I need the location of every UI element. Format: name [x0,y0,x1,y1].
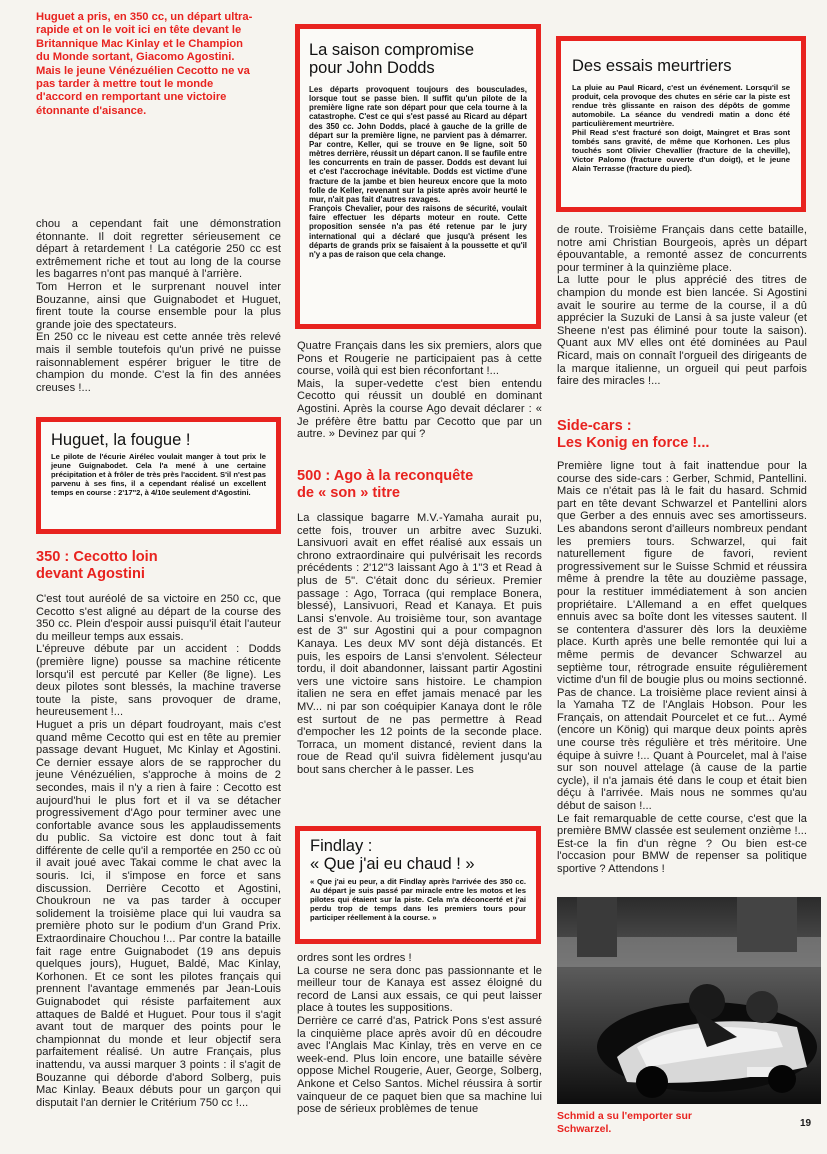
essais-box-title: Des essais meurtriers [572,57,732,75]
sidecars-article-text: Première ligne tout à fait inattendue pour la course des side-cars : Gerber, Schmid, Pantellini. Mais ce n'était pas là le fait du hasard. Schmid part en tête devant Schwarzel et Pantellini alors que Gerber a des ennuis avec ses amortisseurs. Les abandons seront d'ailleurs nombreux pendant les premiers tours. Schwarzel, qui fait naturellement figure de favori, revient progressivement sur le Suisse Schmid et réussira même à prendre la tête au douzième passage, pour la restituer immédiatement à son ancien propriétaire. L'Allemand a en effet quelques ennuis avec sa boîte dont les vitesses sautent. Il se contentera d'assurer dès lors la deuxième place. Kurth après une belle remontée qui lui a même permis de devancer Schwarzel au septième tour, rétrograde ensuite régulièrement victime d'un fil de bougie plus ou moins sectionné. Pas de chance. La troisième place revient ainsi à la Yamaha TZ de l'Anglais Hobson. Pour les Français, on attendait Pourcelet et ce fut... Aymé (encore un König) qui marque deux points après une course très régulière et très méritoire. Une équipe à suivre !... Quant à Pourcelet, mal à l'aise sur son nouvel attelage (à cause de la partie cycle), il n'a jamais été dans le coup et était bien déçu à l'arrivée. Mais nous ne sommes qu'au début de saison !... Le fait remarquable de cette course, c'est que la première BMW classée est seulement onzième !... Est-ce la fin d'un règne ? Ou bien est-ce l'occasion pour BMW de repenser sa politique sportive ? Attendons ! [557,460,807,875]
sidecars-heading: Side-cars : Les Konig en force !... [557,418,710,451]
sidecar-race-photo [557,897,821,1104]
huguet-box-title: Huguet, la fougue ! [51,431,191,449]
huguet-box-text: Le pilote de l'écurie Airélec voulait manger à tout prix le jeune Guignabodet. Cela l'a mené à une certaine précipitation et à frôler de très près l'accident. S'il n'est pas parvenu à ses fins, il a cependant réalisé un excellent temps en course : 2'17"2, à 4/10e seulement d'Agostini. [51,452,266,497]
essais-box [556,36,806,212]
photo-caption: Schmid a su l'emporter sur Schwarzel. [557,1110,692,1135]
page-number: 19 [800,1118,812,1129]
dodds-box-text: Les départs provoquent toujours des bousculades, lorsque tout se passe bien. Il suffit qu'un pilote de la première ligne rate son départ pour que cela tourne à la catastrophe. C'est ce qui s'est passé au Ricard au départ des 350 cc. John Dodds, placé à gauche de la grille de départ sur la première ligne, ne parvient pas à démarrer. Par contre, Keller, qui se trouve en 9e ligne, soit 50 mètres derrière, réussit un départ canon. Il se faufile entre les concurrents en train de passer. Dodds est devant lui et c'est l'accrochage inévitable. Dodds est victime d'une fracture de la jambe et bien heureux encore que la moto folle de Keller, revenant sur la piste après avoir heurté le mur, n'ait pas fait d'autres ravages. François Chevalier, pour des raisons de sécurité, voulait faire effectuer les départs moteur en route. Cette proposition sensée n'a pas été retenue par le jury international qui a déclaré que jusqu'à présent les départs de grands prix se faisaient à la poussette et qu'il n'y a pas de raison que cela change. [309,85,527,259]
cecotto-article-text: C'est tout auréolé de sa victoire en 250 cc, que Cecotto s'est aligné au départ de la course des 350 cc. Plein d'espoir aussi puisqu'il était l'auteur du meilleur temps aux essais. L'épreuve débute par un accident : Dodds (première ligne) pousse sa machine réticente lorsqu'il est percuté par Keller (8e ligne). Les deux pilotes sont blessés, la machine traverse toute la piste, sans provoquer de drame, heureusement !... Huguet a pris un départ foudroyant, mais c'est quand même Cecotto qui est en tête au premier passage devant Huguet, Mc Kinlay et Agostini. Ce dernier essaye alors de se rapprocher du jeune Vénézuélien, s'approche à moins de 2 secondes, mais il n'y a rien à faire : Cecotto est aujourd'hui le plus fort et il va se détacher progressivement d'Ago pour terminer avec une confortable avance sous les applaudissements du public. Sa victoire est donc tout à fait différente de celle qu'il a remportée en 250 cc où il avait joué avec Takai comme le chat avec la souris. Ici, il s'impose en force et sans discussion. Derrière Cecotto et Agostini, Choukroun ne va pas tarder à occuper solidement la troisième place qui lui vaudra sa première photo sur le podium d'un Grand Prix. Extraordinaire Chouchou !... Par contre la bataille fait rage entre Guignabodet (19 ans depuis quelques jours), Huguet, Baldé, Mac Kinlay, Korhonen. Et ce sont les pilotes français qui prennent l'avantage emmenés par Jean-Louis Guignabodet qui résiste parfaitement aux attaques de Baldé et Huguet. Pour tous il s'agit avant tout de marquer des points pour le championnat du monde et leur objectif sera parfaitement réalisé. Un autre Français, plus inattendu, va aussi marquer 3 points : il s'agit de Bouzanne qui déborde d'abord Solberg, puis Mac Kinlay. Beaux débuts pour un garçon qui disputait l'an dernier le Critérium 750 cc !... [36,593,281,1109]
column2-mid-text: Quatre Français dans les six premiers, alors que Pons et Rougerie ne participaient pas à cette course, voilà qui est bien réconfortant !... Mais, la super-vedette c'est bien entendu Cecotto qui réussit un doublé en dominant Agostini. Après la course Ago devait déclarer : « Je préfère être battu par Cecotto que par un autre. » Devinez par qui ? [297,340,542,441]
column3-top-text: de route. Troisième Français dans cette bataille, notre ami Christian Bourgeois, après un départ épouvantable, a remonté assez de concurrents pour terminer à la quinzième place. La lutte pour le plus apprécié des titres de champion du monde est bien lancée. Si Agostini avait le sourire au terme de la course, il a dû apprécier la Suzuki de Lansi à sa juste valeur (et Sheene n'est pas éliminé pour toute la saison). Quant aux MV elles ont été dominées au Paul Ricard, mais on connaît l'orgueil des dirigeants de la marque italienne, un orgueil qui peut parfois faire des miracles !... [557,224,807,388]
dodds-box-title: La saison compromise pour John Dodds [309,41,475,77]
huguet-box [36,417,281,534]
ago-heading: 500 : Ago à la reconquête de « son » titre [297,468,474,501]
column2-bottom-text: ordres sont les ordres ! La course ne sera donc pas passionnante et le meilleur tour de Kanaya est assez éloigné du record de Lansi aux essais, ce qui peut laisser place à toutes les suppositions. Derrière ce carré d'as, Patrick Pons s'est assuré la cinquième place après avoir dû en découdre avec l'Anglais Mac Kinlay, très en verve en ce week-end. Plus loin encore, une bataille sévère oppose Michel Rougerie, Auer, George, Solberg, Ankone et Celso Santos. Michel réussira à sortir vainqueur de ce paquet bien que sa machine lui pose de sérieux problèmes de tenue [297,952,542,1116]
sidecar-photo-drawing [557,897,821,1104]
findlay-box [295,826,541,944]
findlay-box-text: « Que j'ai eu peur, a dit Findlay après l'arrivée des 350 cc. Au départ je suis passé par miracle entre les motos et les pilotes qui étaient sur la piste. Cela m'a déconcerté et j'ai perdu trop de temps dans les premiers tours pour participer réellement à la course. » [310,877,526,922]
intro-lead-caption: Huguet a pris, en 350 cc, un départ ultra-rapide et on le voit ici en tête devant le Britannique Mac Kinlay et le Champion du Monde sortant, Giacomo Agostini. Mais le jeune Vénézuélien Cecotto ne va pas tarder à mettre tout le monde d'accord en remportant une victoire étonnante d'aisance. [36,11,253,117]
findlay-box-title: Findlay : « Que j'ai eu chaud ! » [310,837,475,873]
cecotto-heading: 350 : Cecotto loin devant Agostini [36,549,158,582]
column1-text: chou a cependant fait une démonstration étonnante. Il doit regretter sérieusement ce départ à retardement ! La catégorie 250 cc est extrêmement riche et tout au long de la course les bagarres n'ont pas manqué à l'arrière. Tom Herron et le surprenant nouvel inter Bouzanne, ainsi que Guignabodet et Huguet, firent toute la course ensemble pour la plus grande joie des spectateurs. En 250 cc le niveau est cette année très relevé mais il semble toutefois qu'un privé ne puisse raisonnablement espérer briguer le titre de champion du monde. C'est la fin des années creuses !... [36,218,281,394]
ago-article-text: La classique bagarre M.V.-Yamaha aurait pu, cette fois, trouver un arbitre avec Suzuki. Lansivuori avait en effet réalisé aux essais un chrono extraordinaire qui pulvérisait les records précédents : 2'12"3 laissant Ago à 1"3 et Read à plus de 5". C'était donc du sérieux. Premier passage : Ago, Torraca (qui remplace Bonera, blessé), Lansivuori, Read et Kanaya. Et puis Lansi s'envole. Au troisième tour, son avantage est de 3" sur Agostini qui a pour compagnon Kanaya. Les deux MV sont déjà distancés. Et puis, les espoirs de Lansi s'envolent. Sélecteur tordu, il doit abandonner, laissant partir Agostini vers une victoire sans histoire. Le champion italien ne sera en effet jamais menacé par les MV... ni par son coéquipier Kanaya dont le rôle est surtout de ne pas permettre à Read d'empocher les 12 points de la seconde place. Torraca, un moment distancé, revient dans la roue de Read qu'il suivra fidèlement jusqu'au bout sans chercher à le passer. Les [297,512,542,776]
essais-box-text: La pluie au Paul Ricard, c'est un événement. Lorsqu'il se produit, cela provoque des chutes en série car la piste est rendue très glissante en raison des dépôts de gomme automobile. La séance du vendredi matin a donc été particulièrement meurtrière. Phil Read s'est fracturé son doigt, Maingret et Bras sont tombés sans gravité, de même que Korhonen. Les plus touchés sont Olivier Chevallier (fracture de la cheville), Victor Palomo (fracture ouverte d'un doigt), et le jeune Alain Terrasse (fracture du pied). [572,83,790,173]
dodds-box [295,24,541,329]
